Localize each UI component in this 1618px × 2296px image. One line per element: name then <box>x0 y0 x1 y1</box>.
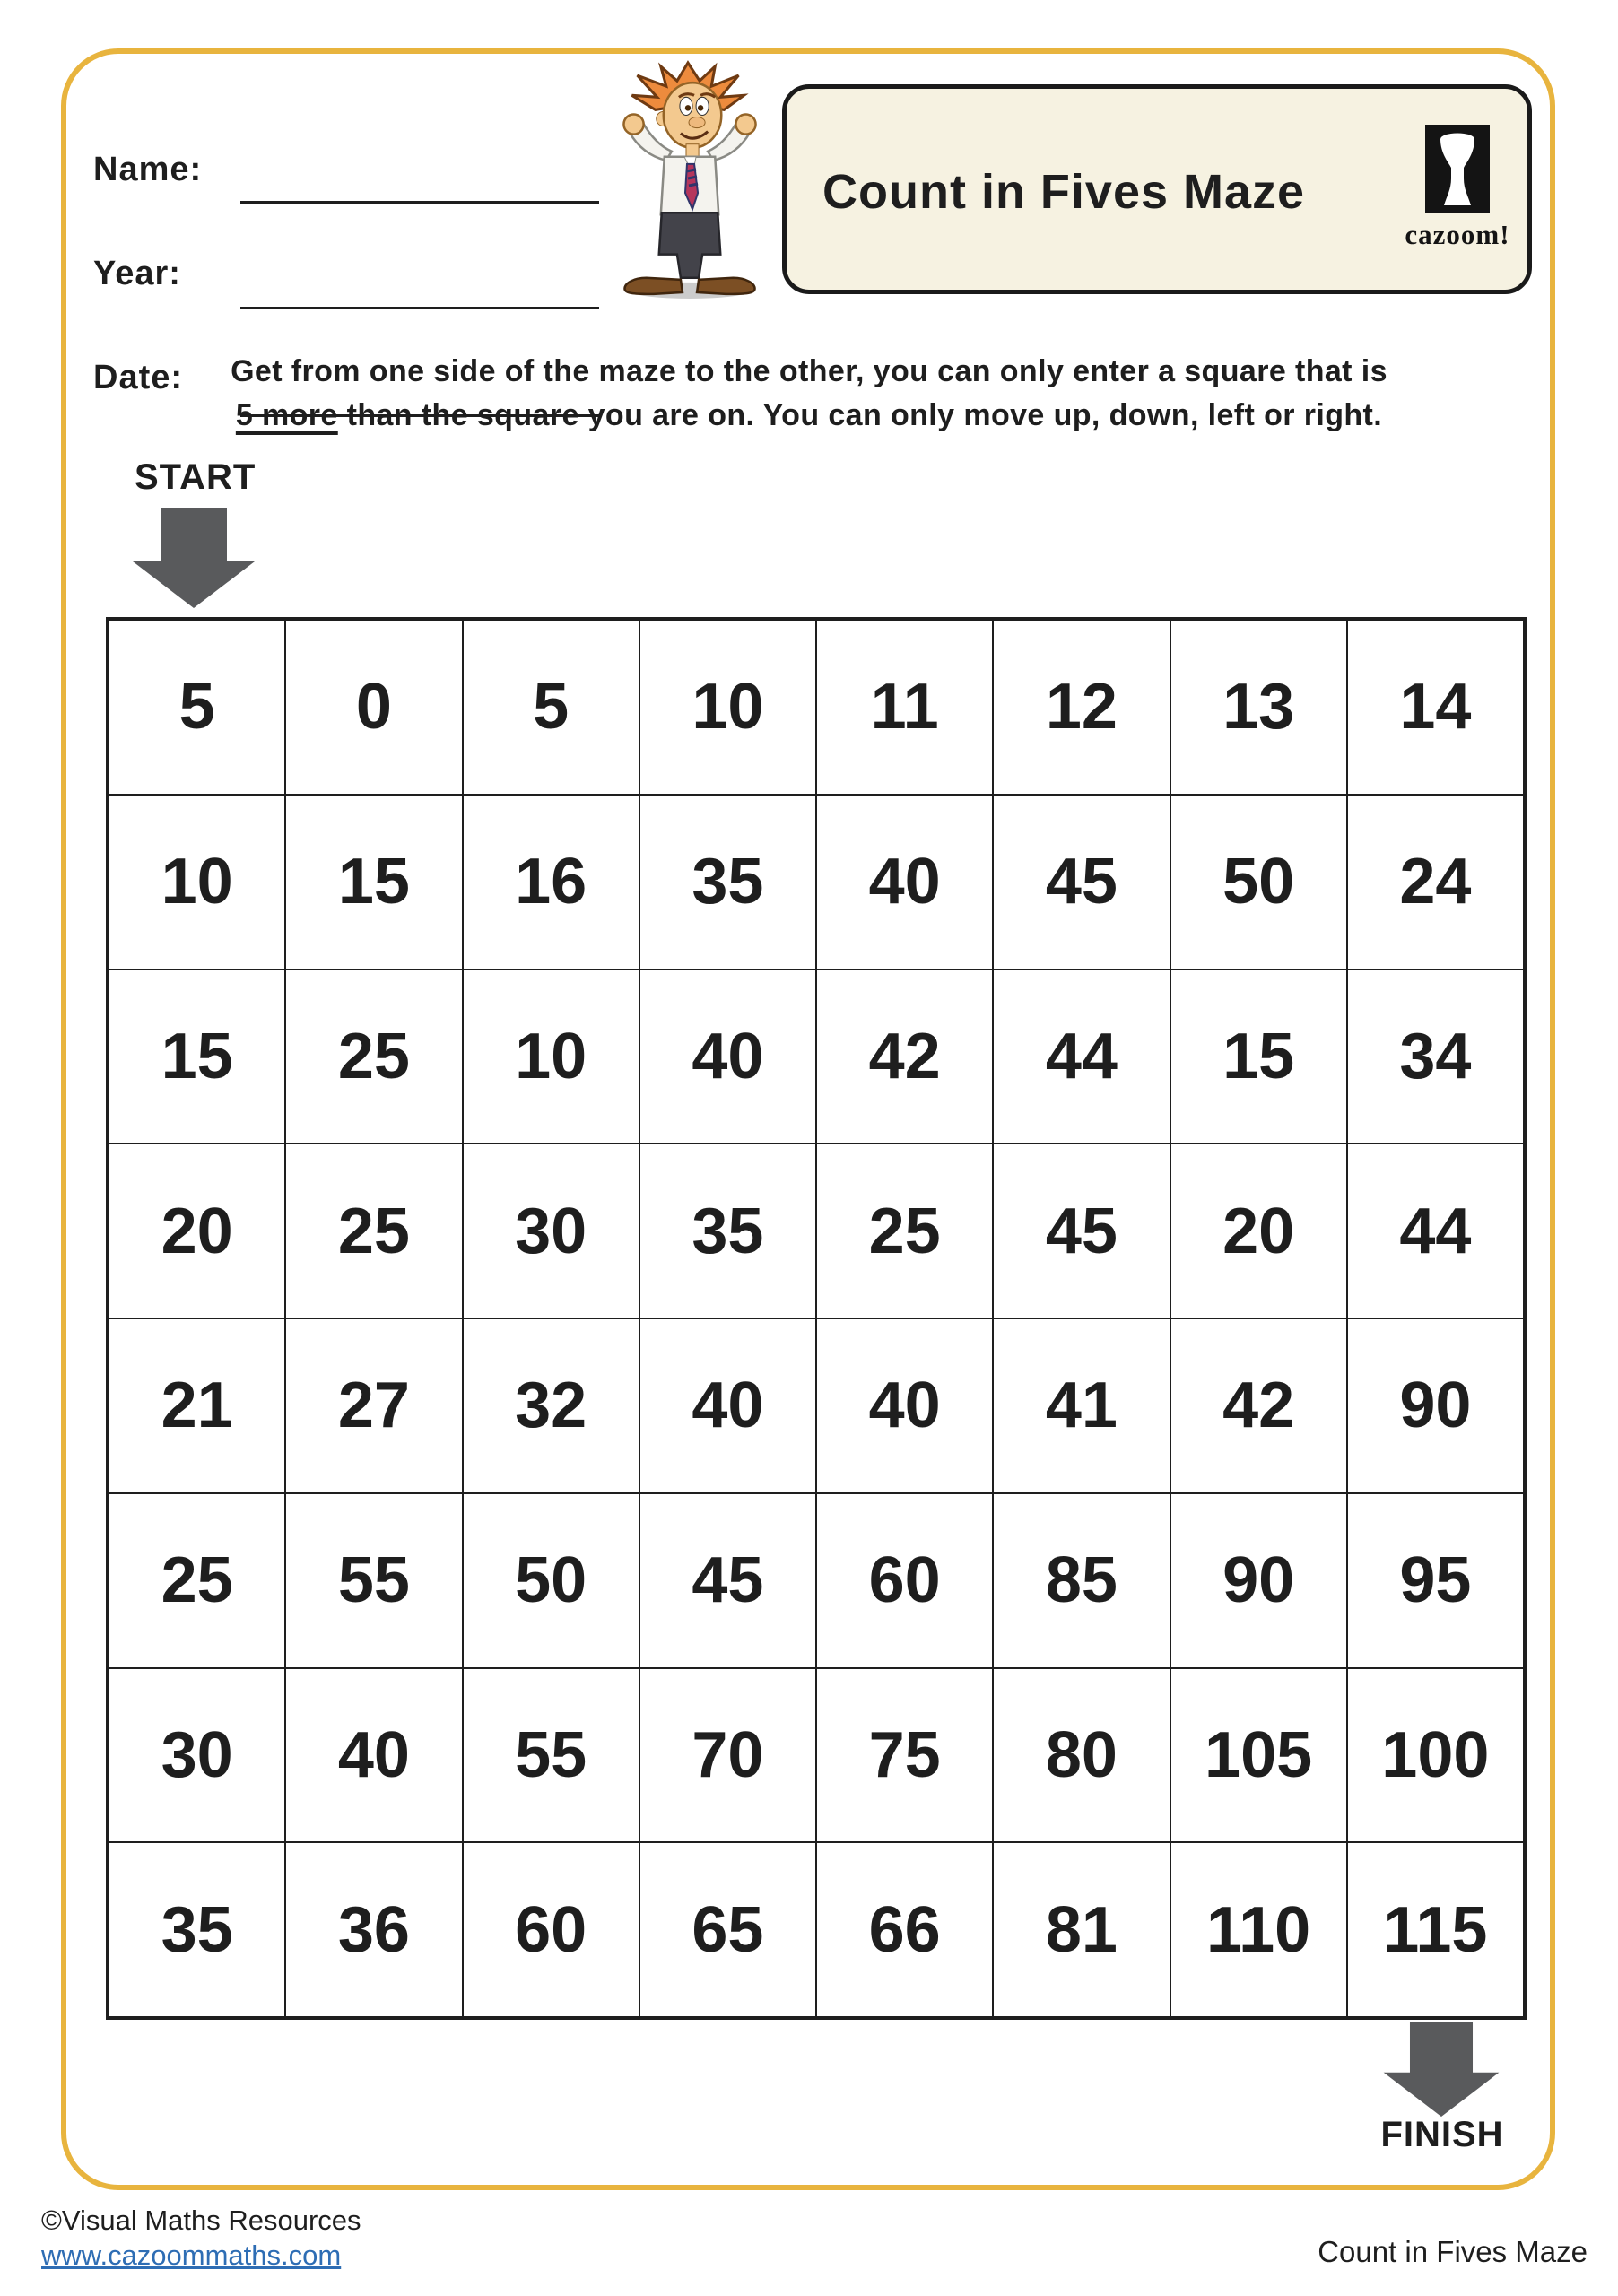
maze-cell-r4c6: 45 <box>993 1144 1170 1318</box>
cartoon-boy-icon <box>606 59 770 303</box>
maze-cell-r5c7: 42 <box>1170 1318 1347 1493</box>
maze-cell-r4c2: 25 <box>285 1144 462 1318</box>
maze-cell-r3c3: 10 <box>463 970 639 1144</box>
maze-grid <box>106 617 1527 2020</box>
maze-cell-r4c8: 44 <box>1347 1144 1524 1318</box>
maze-cell-r1c4: 10 <box>639 620 816 795</box>
maze-cell-r2c2: 15 <box>285 795 462 970</box>
djembe-drum-icon <box>1425 125 1490 213</box>
maze-cell-r3c2: 25 <box>285 970 462 1144</box>
maze-cell-r5c6: 41 <box>993 1318 1170 1493</box>
maze-cell-r4c4: 35 <box>639 1144 816 1318</box>
maze-cell-r4c3: 30 <box>463 1144 639 1318</box>
maze-cell-r6c8: 95 <box>1347 1493 1524 1668</box>
maze-cell-r8c5: 66 <box>816 1842 993 2017</box>
footer-worksheet-title: Count in Fives Maze <box>1318 2235 1588 2268</box>
finish-arrow-icon <box>1380 2022 1502 2117</box>
cazoom-logo <box>1386 125 1529 251</box>
maze-cell-r8c7: 110 <box>1170 1842 1347 2017</box>
maze-cell-r1c1: 5 <box>109 620 285 795</box>
footer-website-link[interactable]: www.cazoommaths.com <box>41 2239 342 2271</box>
maze-cell-r5c4: 40 <box>639 1318 816 1493</box>
maze-cell-r7c7: 105 <box>1170 1668 1347 1843</box>
cazoom-logo-text: cazoom! <box>1405 219 1510 250</box>
instructions-emphasis: 5 more <box>235 398 338 432</box>
start-label: START <box>135 457 257 497</box>
date-label: Date: <box>93 359 184 396</box>
maze-cell-r6c7: 90 <box>1170 1493 1347 1668</box>
maze-cell-r3c5: 42 <box>816 970 993 1144</box>
maze-cell-r2c6: 45 <box>993 795 1170 970</box>
maze-cell-r7c8: 100 <box>1347 1668 1524 1843</box>
finish-label: FINISH <box>1380 2115 1504 2154</box>
maze-cell-r7c3: 55 <box>463 1668 639 1843</box>
maze-cell-r3c4: 40 <box>639 970 816 1144</box>
maze-cell-r2c1: 10 <box>109 795 285 970</box>
maze-cell-r3c8: 34 <box>1347 970 1524 1144</box>
page-title: Count in Fives Maze <box>822 165 1306 219</box>
maze-cell-r7c1: 30 <box>109 1668 285 1843</box>
maze-cell-r6c4: 45 <box>639 1493 816 1668</box>
mascot-illustration <box>606 59 770 303</box>
instructions-line1: Get from one side of the maze to the other, you can only enter a square that is <box>231 354 1387 388</box>
instructions-line2: than the square you are on. You can only move up, down, left or right. <box>337 398 1383 432</box>
instructions <box>108 350 1510 438</box>
maze-cell-r4c7: 20 <box>1170 1144 1347 1318</box>
year-field-line <box>240 307 599 309</box>
maze-cell-r6c2: 55 <box>285 1493 462 1668</box>
maze-cell-r7c6: 80 <box>993 1668 1170 1843</box>
maze-cell-r6c5: 60 <box>816 1493 993 1668</box>
maze-cell-r8c8: 115 <box>1347 1842 1524 2017</box>
maze-cell-r3c6: 44 <box>993 970 1170 1144</box>
maze-cell-r1c5: 11 <box>816 620 993 795</box>
maze-cell-r2c5: 40 <box>816 795 993 970</box>
maze-cell-r5c1: 21 <box>109 1318 285 1493</box>
maze-cell-r5c5: 40 <box>816 1318 993 1493</box>
maze-cell-r8c6: 81 <box>993 1842 1170 2017</box>
maze-cell-r7c2: 40 <box>285 1668 462 1843</box>
maze-cell-r1c6: 12 <box>993 620 1170 795</box>
maze-cell-r4c5: 25 <box>816 1144 993 1318</box>
maze-cell-r8c4: 65 <box>639 1842 816 2017</box>
maze-cell-r2c7: 50 <box>1170 795 1347 970</box>
maze-cell-r8c2: 36 <box>285 1842 462 2017</box>
maze-cell-r6c1: 25 <box>109 1493 285 1668</box>
title-box <box>782 84 1532 294</box>
maze-cell-r3c7: 15 <box>1170 970 1347 1144</box>
maze-cell-r7c4: 70 <box>639 1668 816 1843</box>
maze-cell-r5c3: 32 <box>463 1318 639 1493</box>
maze-cell-r7c5: 75 <box>816 1668 993 1843</box>
maze-cell-r5c8: 90 <box>1347 1318 1524 1493</box>
name-label: Name: <box>93 151 203 188</box>
maze-cell-r6c6: 85 <box>993 1493 1170 1668</box>
maze-cell-r3c1: 15 <box>109 970 285 1144</box>
footer-copyright: ©Visual Maths Resources <box>41 2205 361 2236</box>
maze-cell-r1c7: 13 <box>1170 620 1347 795</box>
name-field-line <box>240 201 599 204</box>
maze-cell-r8c1: 35 <box>109 1842 285 2017</box>
maze-cell-r6c3: 50 <box>463 1493 639 1668</box>
year-label: Year: <box>93 255 181 292</box>
maze-cell-r1c3: 5 <box>463 620 639 795</box>
maze-cell-r8c3: 60 <box>463 1842 639 2017</box>
maze-cell-r2c8: 24 <box>1347 795 1524 970</box>
maze-cell-r5c2: 27 <box>285 1318 462 1493</box>
maze-cell-r2c4: 35 <box>639 795 816 970</box>
maze-cell-r2c3: 16 <box>463 795 639 970</box>
maze-cell-r1c2: 0 <box>285 620 462 795</box>
maze-cell-r1c8: 14 <box>1347 620 1524 795</box>
maze-cell-r4c1: 20 <box>109 1144 285 1318</box>
start-arrow-icon <box>133 508 255 608</box>
